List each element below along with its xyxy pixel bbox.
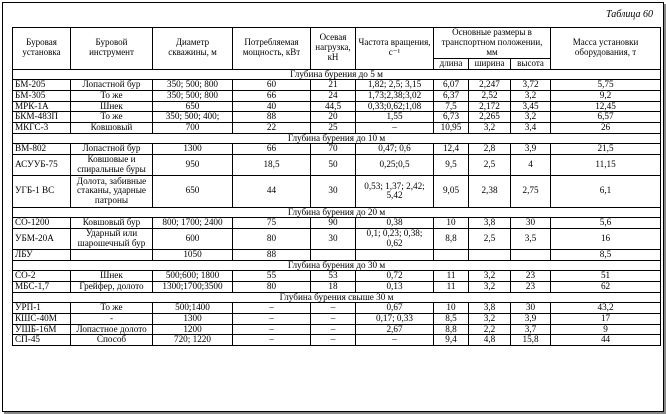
cell-diameter: 350; 500; 800 bbox=[153, 90, 233, 101]
section-row bbox=[13, 292, 661, 303]
cell-power: 80 bbox=[233, 229, 311, 250]
cell-rig: БКМ-483П bbox=[13, 112, 71, 123]
table-row bbox=[13, 282, 661, 293]
cell-tool: Шнек bbox=[71, 101, 153, 112]
cell-power: 22 bbox=[233, 122, 311, 133]
cell-load: 30 bbox=[311, 229, 356, 250]
cell-height: 3,5 bbox=[511, 229, 551, 250]
cell-power: 18,5 bbox=[233, 154, 311, 175]
cell-rotation: 1,73;2,38;3,02 bbox=[356, 90, 434, 101]
table-row bbox=[13, 144, 661, 155]
cell-length: 7,5 bbox=[434, 101, 469, 112]
section-row bbox=[13, 69, 661, 80]
cell-load bbox=[311, 250, 356, 261]
cell-load: 20 bbox=[311, 112, 356, 123]
cell-tool: То же bbox=[71, 90, 153, 101]
cell-tool: Способ bbox=[71, 335, 153, 346]
header-length: длина bbox=[434, 58, 469, 69]
cell-diameter: 720; 1220 bbox=[153, 335, 233, 346]
cell-diameter: 350; 500; 800 bbox=[153, 80, 233, 91]
cell-diameter: 650 bbox=[153, 175, 233, 207]
cell-mass: 51 bbox=[551, 271, 661, 282]
table-row bbox=[13, 80, 661, 91]
table-row bbox=[13, 314, 661, 325]
cell-height: 23 bbox=[511, 271, 551, 282]
cell-length: 8,8 bbox=[434, 229, 469, 250]
cell-rotation: 0,25;0,5 bbox=[356, 154, 434, 175]
cell-diameter: 650 bbox=[153, 101, 233, 112]
table-row bbox=[13, 250, 661, 261]
cell-length: 8,8 bbox=[434, 324, 469, 335]
cell-rotation: 1,82; 2,5; 3,15 bbox=[356, 80, 434, 91]
table-row bbox=[13, 90, 661, 101]
cell-diameter: 500;1400 bbox=[153, 303, 233, 314]
cell-height: 3,9 bbox=[511, 314, 551, 325]
cell-height bbox=[511, 250, 551, 261]
cell-rig: БМ-305 bbox=[13, 90, 71, 101]
table-row bbox=[13, 324, 661, 335]
cell-power: – bbox=[233, 335, 311, 346]
cell-height: 3,2 bbox=[511, 112, 551, 123]
cell-rotation: 0,1; 0,23; 0,38; 0,62 bbox=[356, 229, 434, 250]
table-body bbox=[13, 69, 661, 345]
header-mass: Масса установки оборудования, т bbox=[551, 28, 661, 70]
cell-mass: 17 bbox=[551, 314, 661, 325]
cell-mass: 6,1 bbox=[551, 175, 661, 207]
cell-width bbox=[469, 250, 511, 261]
table-row bbox=[13, 122, 661, 133]
cell-diameter: 600 bbox=[153, 229, 233, 250]
cell-tool: Лопастной бур bbox=[71, 144, 153, 155]
cell-width: 3,2 bbox=[469, 314, 511, 325]
table-row bbox=[13, 335, 661, 346]
cell-height: 30 bbox=[511, 303, 551, 314]
cell-mass: 9 bbox=[551, 324, 661, 335]
cell-diameter: 800; 1700; 2400 bbox=[153, 218, 233, 229]
cell-height: 3,45 bbox=[511, 101, 551, 112]
cell-load: 53 bbox=[311, 271, 356, 282]
cell-rotation: 2,67 bbox=[356, 324, 434, 335]
cell-width: 3,2 bbox=[469, 282, 511, 293]
table-row bbox=[13, 112, 661, 123]
cell-rotation: – bbox=[356, 122, 434, 133]
header-axial-load: Осевая нагрузка, кН bbox=[311, 28, 356, 70]
cell-rig: АСУУБ-75 bbox=[13, 154, 71, 175]
cell-width: 2,5 bbox=[469, 154, 511, 175]
cell-width: 2,172 bbox=[469, 101, 511, 112]
cell-length: 11 bbox=[434, 282, 469, 293]
cell-width: 3,2 bbox=[469, 122, 511, 133]
cell-power: 88 bbox=[233, 112, 311, 123]
cell-power: 88 bbox=[233, 250, 311, 261]
table-row bbox=[13, 175, 661, 207]
header-width: ширина bbox=[469, 58, 511, 69]
cell-rig: УБМ-20А bbox=[13, 229, 71, 250]
cell-length: 6,73 bbox=[434, 112, 469, 123]
section-title: Глубина бурения свыше 30 м bbox=[13, 292, 661, 303]
cell-height: 3,7 bbox=[511, 324, 551, 335]
cell-power: – bbox=[233, 324, 311, 335]
cell-diameter: 500;600; 1800 bbox=[153, 271, 233, 282]
cell-mass: 5,6 bbox=[551, 218, 661, 229]
cell-load: 70 bbox=[311, 144, 356, 155]
cell-length: 11 bbox=[434, 271, 469, 282]
cell-width: 3,8 bbox=[469, 218, 511, 229]
cell-height: 3,72 bbox=[511, 80, 551, 91]
cell-power: 55 bbox=[233, 271, 311, 282]
cell-tool: Ударный или шарошечный бур bbox=[71, 229, 153, 250]
cell-width: 2,5 bbox=[469, 229, 511, 250]
cell-mass: 26 bbox=[551, 122, 661, 133]
cell-rig: МРК-1А bbox=[13, 101, 71, 112]
cell-power: 75 bbox=[233, 218, 311, 229]
cell-rotation: 0,13 bbox=[356, 282, 434, 293]
cell-load: – bbox=[311, 303, 356, 314]
cell-load: 18 bbox=[311, 282, 356, 293]
cell-rotation: 1,55 bbox=[356, 112, 434, 123]
cell-load: 25 bbox=[311, 122, 356, 133]
cell-length: 6,07 bbox=[434, 80, 469, 91]
cell-tool: Шнек bbox=[71, 271, 153, 282]
cell-load: – bbox=[311, 335, 356, 346]
cell-power: – bbox=[233, 314, 311, 325]
cell-rotation: 0,33;0,62;1,08 bbox=[356, 101, 434, 112]
cell-length: 9,5 bbox=[434, 154, 469, 175]
cell-rotation: 0,47; 0,6 bbox=[356, 144, 434, 155]
cell-rig: УРП-1 bbox=[13, 303, 71, 314]
cell-height: 3,9 bbox=[511, 144, 551, 155]
cell-mass: 6,57 bbox=[551, 112, 661, 123]
cell-diameter: 1050 bbox=[153, 250, 233, 261]
cell-mass: 8,5 bbox=[551, 250, 661, 261]
cell-tool: Лопастной бур bbox=[71, 80, 153, 91]
cell-length: 10 bbox=[434, 303, 469, 314]
cell-rotation: 0,53; 1,37; 2,42; 5,42 bbox=[356, 175, 434, 207]
cell-tool bbox=[71, 250, 153, 261]
cell-load: 90 bbox=[311, 218, 356, 229]
cell-diameter: 1300 bbox=[153, 144, 233, 155]
section-row bbox=[13, 207, 661, 218]
header-diameter: Диаметр скважины, м bbox=[153, 28, 233, 70]
cell-power: 40 bbox=[233, 101, 311, 112]
cell-width: 3,2 bbox=[469, 271, 511, 282]
cell-rig: УШБ-16М bbox=[13, 324, 71, 335]
cell-width: 2,8 bbox=[469, 144, 511, 155]
cell-rotation: 0,17; 0,33 bbox=[356, 314, 434, 325]
cell-diameter: 350; 500; 400; bbox=[153, 112, 233, 123]
section-row bbox=[13, 133, 661, 144]
table-caption: Таблица 60 bbox=[606, 9, 653, 20]
cell-mass: 62 bbox=[551, 282, 661, 293]
cell-rotation: 0,72 bbox=[356, 271, 434, 282]
cell-power: – bbox=[233, 303, 311, 314]
cell-tool: То же bbox=[71, 303, 153, 314]
cell-rig: СО-2 bbox=[13, 271, 71, 282]
cell-tool: Ковшовый бур bbox=[71, 218, 153, 229]
table-row bbox=[13, 303, 661, 314]
cell-mass: 21,5 bbox=[551, 144, 661, 155]
cell-load: – bbox=[311, 324, 356, 335]
cell-tool: Грейфер, долото bbox=[71, 282, 153, 293]
cell-rotation: 0,67 bbox=[356, 303, 434, 314]
table-row bbox=[13, 101, 661, 112]
cell-height: 30 bbox=[511, 218, 551, 229]
cell-load: 50 bbox=[311, 154, 356, 175]
cell-power: 66 bbox=[233, 144, 311, 155]
header-tool: Буровой инструмент bbox=[71, 28, 153, 70]
cell-length: 10 bbox=[434, 218, 469, 229]
cell-power: 80 bbox=[233, 282, 311, 293]
section-title: Глубина бурения до 5 м bbox=[13, 69, 661, 80]
cell-tool: Лопастное долото bbox=[71, 324, 153, 335]
cell-diameter: 1200 bbox=[153, 324, 233, 335]
cell-rotation: 0,38 bbox=[356, 218, 434, 229]
cell-load: 21 bbox=[311, 80, 356, 91]
cell-mass: 12,45 bbox=[551, 101, 661, 112]
cell-width: 2,52 bbox=[469, 90, 511, 101]
header-height: высота bbox=[511, 58, 551, 69]
table-frame bbox=[2, 2, 664, 412]
drilling-rigs-table bbox=[12, 27, 661, 346]
cell-width: 4,8 bbox=[469, 335, 511, 346]
cell-diameter: 950 bbox=[153, 154, 233, 175]
cell-length: 9,4 bbox=[434, 335, 469, 346]
cell-rig: ВМ-802 bbox=[13, 144, 71, 155]
cell-diameter: 1300 bbox=[153, 314, 233, 325]
cell-height: 4 bbox=[511, 154, 551, 175]
cell-tool: Ковшовые и спиральные буры bbox=[71, 154, 153, 175]
cell-width: 2,247 bbox=[469, 80, 511, 91]
cell-length: 12,4 bbox=[434, 144, 469, 155]
table-row bbox=[13, 229, 661, 250]
cell-rig: БМ-205 bbox=[13, 80, 71, 91]
cell-width: 2,265 bbox=[469, 112, 511, 123]
cell-load: – bbox=[311, 314, 356, 325]
table-row bbox=[13, 154, 661, 175]
header-power: Потребляемая мощность, кВт bbox=[233, 28, 311, 70]
cell-tool: - bbox=[71, 314, 153, 325]
cell-mass: 9,2 bbox=[551, 90, 661, 101]
table-row bbox=[13, 271, 661, 282]
cell-mass: 11,15 bbox=[551, 154, 661, 175]
cell-mass: 43,2 bbox=[551, 303, 661, 314]
cell-rig: МКГС-3 bbox=[13, 122, 71, 133]
cell-power: 60 bbox=[233, 80, 311, 91]
cell-diameter: 700 bbox=[153, 122, 233, 133]
cell-length: 8,5 bbox=[434, 314, 469, 325]
header-rig: Буровая установка bbox=[13, 28, 71, 70]
cell-height: 15,8 bbox=[511, 335, 551, 346]
cell-tool: То же bbox=[71, 112, 153, 123]
cell-width: 3,8 bbox=[469, 303, 511, 314]
cell-height: 3,2 bbox=[511, 90, 551, 101]
cell-width: 2,2 bbox=[469, 324, 511, 335]
cell-mass: 44 bbox=[551, 335, 661, 346]
cell-rig: СО-1200 bbox=[13, 218, 71, 229]
section-title: Глубина бурения до 30 м bbox=[13, 260, 661, 271]
cell-width: 2,38 bbox=[469, 175, 511, 207]
cell-height: 23 bbox=[511, 282, 551, 293]
cell-rotation: – bbox=[356, 335, 434, 346]
cell-rig: МБС-1,7 bbox=[13, 282, 71, 293]
cell-power: 66 bbox=[233, 90, 311, 101]
cell-rig: КШС-40М bbox=[13, 314, 71, 325]
cell-rig: ЛБУ bbox=[13, 250, 71, 261]
cell-height: 3,4 bbox=[511, 122, 551, 133]
cell-rotation bbox=[356, 250, 434, 261]
cell-length: 10,95 bbox=[434, 122, 469, 133]
cell-mass: 16 bbox=[551, 229, 661, 250]
cell-rig: УГБ-1 ВС bbox=[13, 175, 71, 207]
header-dimensions-group: Основные размеры в транспортном положении, мм bbox=[434, 28, 551, 59]
cell-length: 6,37 bbox=[434, 90, 469, 101]
cell-tool: Долота, забивные стаканы, ударные патроны bbox=[71, 175, 153, 207]
cell-load: 24 bbox=[311, 90, 356, 101]
cell-height: 2,75 bbox=[511, 175, 551, 207]
cell-rig: СП-45 bbox=[13, 335, 71, 346]
section-row bbox=[13, 260, 661, 271]
cell-load: 44,5 bbox=[311, 101, 356, 112]
cell-length: 9,05 bbox=[434, 175, 469, 207]
header-rotation: Частота вращения, с⁻¹ bbox=[356, 28, 434, 70]
cell-power: 44 bbox=[233, 175, 311, 207]
cell-tool: Ковшовый bbox=[71, 122, 153, 133]
section-title: Глубина бурения до 20 м bbox=[13, 207, 661, 218]
cell-length bbox=[434, 250, 469, 261]
cell-diameter: 1300;1700;3500 bbox=[153, 282, 233, 293]
cell-load: 30 bbox=[311, 175, 356, 207]
section-title: Глубина бурения до 10 м bbox=[13, 133, 661, 144]
table-row bbox=[13, 218, 661, 229]
cell-mass: 5,75 bbox=[551, 80, 661, 91]
